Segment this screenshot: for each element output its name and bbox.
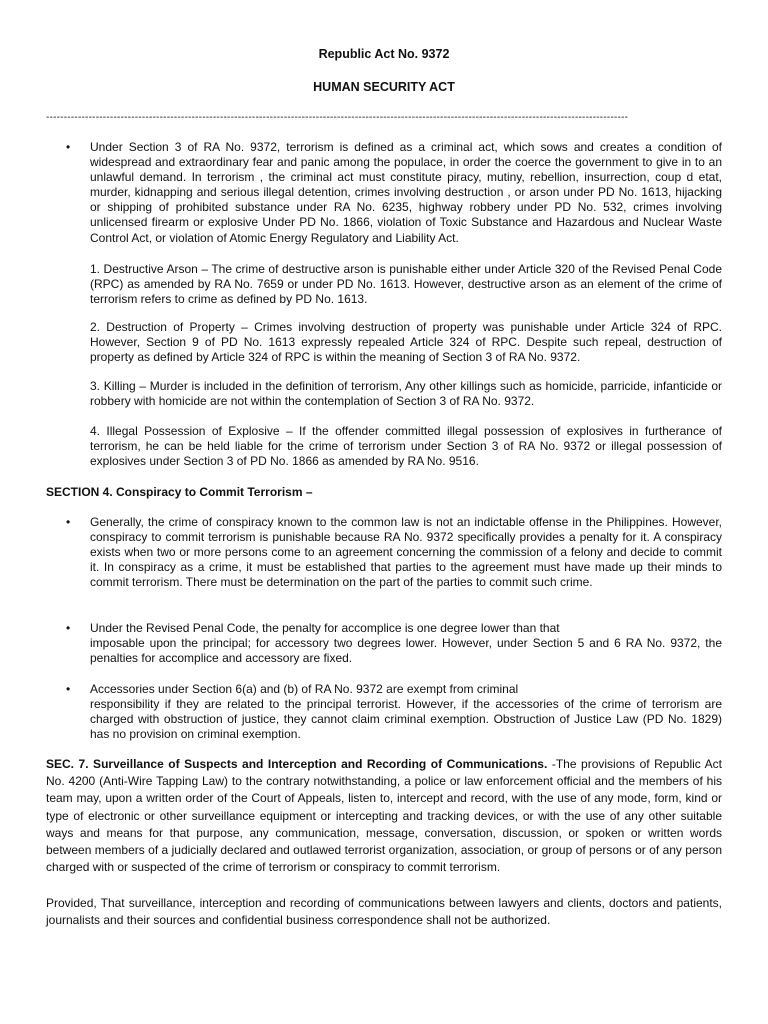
section3-item-destructive-arson: 1. Destructive Arson – The crime of destructive arson is punishable either under Article 320 of the Revised Penal Code (RPC) as amended by RA No. 7659 or under PD No. 1613. However, destructive arson as an element of the crime of terrorism refers to crime as defined by PD No. 1613. bbox=[90, 262, 722, 307]
section4-heading: SECTION 4. Conspiracy to Commit Terrorism – bbox=[46, 485, 313, 499]
section4-bullet-1-text: Generally, the crime of conspiracy known to the common law is not an indictable offense in the Philippines. However, conspiracy to commit terrorism is punishable because RA No. 9372 specifically provides a penalty for it. A conspiracy exists when two or more persons come to an agreement concerning the commission of a felony and decide to commit it. In conspiracy as a crime, it must be established that parties to the agreement must have made up their minds to commit terrorism. There must be determination on the part of the parties to commit such crime. bbox=[90, 515, 722, 590]
document-title: Republic Act No. 9372 bbox=[318, 47, 450, 61]
section7-proviso: Provided, That surveillance, interception and recording of communications between lawyers and clients, doctors and patients, journalists and their sources and confidential business correspondence shall not be authorized. bbox=[46, 896, 722, 928]
section4-bullet-3-first-line: Accessories under Section 6(a) and (b) of RA No. 9372 are exempt from criminal bbox=[90, 682, 519, 696]
section4-bullet-penalty bbox=[46, 621, 722, 666]
bullet-marker: • bbox=[66, 140, 71, 154]
section4-bullet-2-first-line: Under the Revised Penal Code, the penalty for accomplice is one degree lower than that bbox=[90, 621, 560, 635]
bullet-marker: • bbox=[66, 515, 71, 529]
section4-bullet-3-rest: responsibility if they are related to the principal terrorist. However, if the accessories of the crime of terrorism are charged with obstruction of justice, they cannot claim criminal exemption. Obstruction of Justice Law (PD No. 1829) has no provision on criminal exemption. bbox=[90, 697, 722, 742]
section7-body: -The provisions of Republic Act No. 4200 (Anti-Wire Tapping Law) to the contrary notwithstanding, a police or law enforcement official and the members of his team may, upon a written order of the Court of Appeals, listen to, intercept and record, with the use of any mode, form, kind or type of electronic or other surveillance equipment or intercepting and tracking devices, or with the use of any other suitable ways and means for that purpose, any communication, message, conversation, discussion, or spoken or written words between members of a judicially declared and outlawed terrorist organization, association, or group of persons or of any person charged with or suspected of the crime of terrorism or conspiracy to commit terrorism. bbox=[46, 757, 722, 875]
section3-item-destruction-property: 2. Destruction of Property – Crimes involving destruction of property was punishable under Article 324 of RPC. However, Section 9 of PD No. 1613 expressly repealed Article 324 of RPC. Despite such repeal, destruction of property as defined by Article 324 of RPC is within the meaning of Section 3 of RA No. 9372. bbox=[90, 320, 722, 365]
section3-item-illegal-possession: 4. Illegal Possession of Explosive – If the offender committed illegal possession of explosives in furtherance of terrorism, he can be held liable for the crime of terrorism under Section 3 of RA No. 9372 or illegal possession of explosives under Section 3 of PD No. 1866 as amended by RA No. 9516. bbox=[90, 424, 722, 469]
section4-bullet-accessories bbox=[46, 682, 722, 742]
bullet-marker: • bbox=[66, 682, 71, 696]
section7-heading: SEC. 7. Surveillance of Suspects and Interception and Recording of Communications. bbox=[46, 757, 548, 771]
document-subtitle: HUMAN SECURITY ACT bbox=[313, 80, 455, 94]
section3-bullet bbox=[46, 140, 722, 246]
section3-item-killing: 3. Killing – Murder is included in the definition of terrorism, Any other killings such as homicide, parricide, infanticide or robbery with homicide are not within the contemplation of Section 3 of RA No. 9372. bbox=[90, 379, 722, 409]
section4-bullet-conspiracy bbox=[46, 515, 722, 590]
section3-intro: Under Section 3 of RA No. 9372, terrorism is defined as a criminal act, which sows and creates a condition of widespread and extraordinary fear and panic among the populace, in order the coerce the government to give in to an unlawful demand. In terrorism , the criminal act must constitute piracy, mutiny, rebellion, insurrection, coup d etat, murder, kidnapping and serious illegal detention, crimes involving destruction , or arson under PD No. 1613, hijacking or shipping of prohibited substance under RA No. 6235, highway robbery under PD No. 532, crimes involving unlicensed firearm or explosive Under PD No. 1866, violation of Toxic Substance and Hazardous and Nuclear Waste Control Act, or violation of Atomic Energy Regulatory and Liability Act. bbox=[90, 140, 722, 245]
bullet-marker: • bbox=[66, 621, 71, 635]
dashed-divider: -------------------------------------------------------------------------------------------------------------------------------------------------------------------- bbox=[46, 112, 629, 123]
section4-bullet-2-rest: imposable upon the principal; for accessory two degrees lower. However, under Section 5 and 6 RA No. 9372, the penalties for accomplice and accessory are fixed. bbox=[90, 636, 722, 666]
section7-paragraph bbox=[46, 756, 722, 876]
